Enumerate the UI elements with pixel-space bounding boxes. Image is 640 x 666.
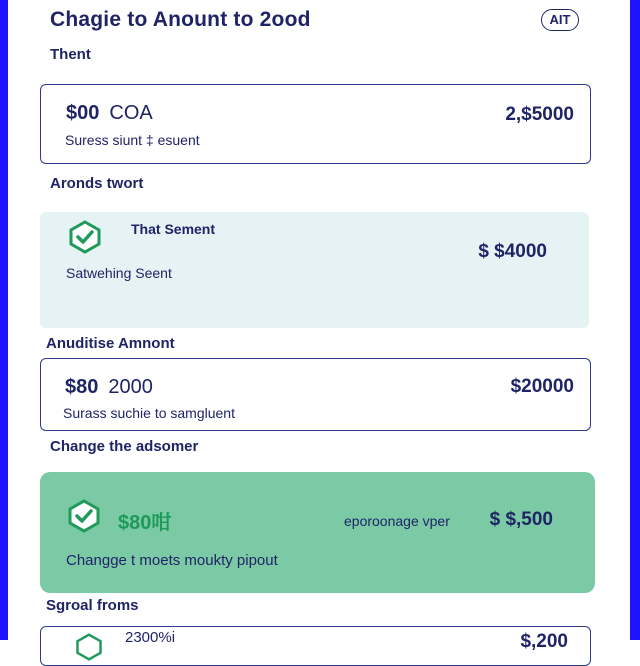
amount-text: $00 COA (66, 102, 153, 124)
settlement-card[interactable] (40, 212, 589, 328)
check-shield-icon (75, 633, 103, 661)
amount-card-1[interactable] (40, 84, 591, 164)
section-label-anuditise: Anuditise Amnont (46, 335, 175, 352)
section-label-thent: Thent (50, 46, 91, 63)
amount-subtitle: Surass suchie to samgluent (63, 405, 235, 421)
payout-note: Changge t moets moukty pipout (66, 552, 278, 569)
ai-badge-button[interactable]: AIT (541, 9, 579, 31)
section-label-aronds: Aronds twort (50, 175, 144, 192)
check-shield-icon (68, 220, 102, 254)
amount-value: $,200 (520, 631, 568, 652)
frame-right-edge (630, 0, 640, 640)
amount-value: $20000 (510, 376, 574, 397)
section-label-sgroal: Sgroal froms (46, 597, 139, 614)
amount-text: $80 2000 (65, 376, 153, 398)
page-title: Chagie to Anount to 2ood (50, 8, 311, 31)
frame-left-edge (0, 0, 8, 640)
settlement-value: $ $4000 (478, 241, 547, 262)
payout-value: $ $,500 (489, 509, 553, 530)
amount-card-2[interactable] (40, 358, 591, 431)
payout-label: eporoonage vper (344, 513, 450, 529)
check-shield-icon (67, 499, 101, 533)
settlement-heading: That Sement (131, 221, 216, 237)
payout-card[interactable] (40, 472, 595, 593)
payout-green-amount: $80咁 (118, 512, 172, 534)
section-label-change: Change the adsomer (50, 438, 199, 455)
amount-text: 2300%i (125, 629, 176, 646)
amount-value: 2,$5000 (505, 104, 574, 125)
amount-subtitle: Suress siunt ‡ esuent (65, 132, 200, 148)
amount-card-3[interactable] (40, 626, 591, 666)
settlement-subtitle: Satwehing Seent (66, 265, 172, 281)
